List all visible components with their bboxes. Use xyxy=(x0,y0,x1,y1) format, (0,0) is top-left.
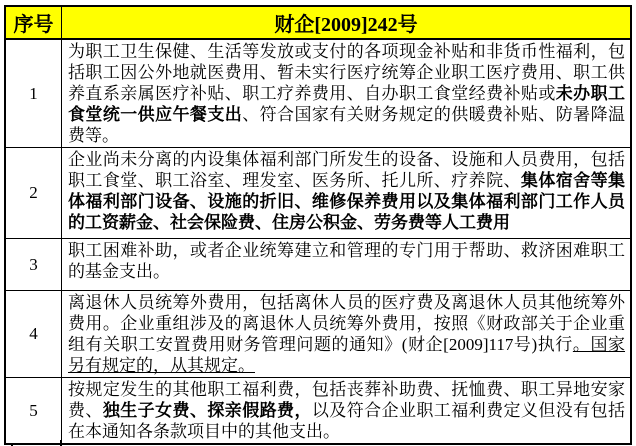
serial-cell: 4 xyxy=(5,291,62,378)
serial-cell: 2 xyxy=(5,148,62,239)
content-cell: 企业尚未分离的内设集体福利部门所发生的设备、设施和人员费用，包括职工食堂、职工浴室、理发室、医务所、托儿所、疗养院、集体宿舍等集体福利部门设备、设施的折旧、维修保养费用以及集体福利部门工作人员的工资薪金、社会保险费、住房公积金、劳务费等人工费用 xyxy=(62,148,632,239)
table-continuation-stub xyxy=(60,440,62,446)
table-row xyxy=(5,148,631,239)
content-cell: 离退休人员统筹外费用，包括离休人员的医疗费及离退休人员其他统筹外费用。企业重组涉及的离退休人员统筹外费用，按照《财政部关于企业重组有关职工安置费用财务管理问题的通知》(财企[2009]117号)执行。国家另有规定的，从其规定。 xyxy=(62,291,632,378)
content-cell: 按规定发生的其他职工福利费，包括丧葬补助费、抚恤费、职工异地安家费、独生子女费、探亲假路费，以及符合企业职工福利费定义但没有包括在本通知各条款项目中的其他支出。 xyxy=(62,378,632,445)
serial-cell: 3 xyxy=(5,239,62,291)
welfare-expense-table xyxy=(4,5,632,445)
serial-header-cell: 序号 xyxy=(5,6,62,39)
doc-number-header-cell: 财企[2009]242号 xyxy=(62,6,632,39)
serial-cell: 5 xyxy=(5,378,62,445)
table-row xyxy=(5,291,631,378)
content-cell: 为职工卫生保健、生活等发放或支付的各项现金补贴和非货币性福利，包括职工因公外地就医费用、暂未实行医疗统筹企业职工医疗费用、职工供养直系亲属医疗补贴、职工疗养费用、自办职工食堂经费补贴或未办职工食堂统一供应午餐支出、符合国家有关财务规定的供暖费补贴、防暑降温费等。 xyxy=(62,39,632,148)
table-row xyxy=(5,239,631,291)
table-header-row xyxy=(5,6,631,39)
content-cell: 职工困难补助，或者企业统筹建立和管理的专门用于帮助、救济困难职工的基金支出。 xyxy=(62,239,632,291)
table-row xyxy=(5,39,631,148)
serial-cell: 1 xyxy=(5,39,62,148)
table-row xyxy=(5,378,631,445)
